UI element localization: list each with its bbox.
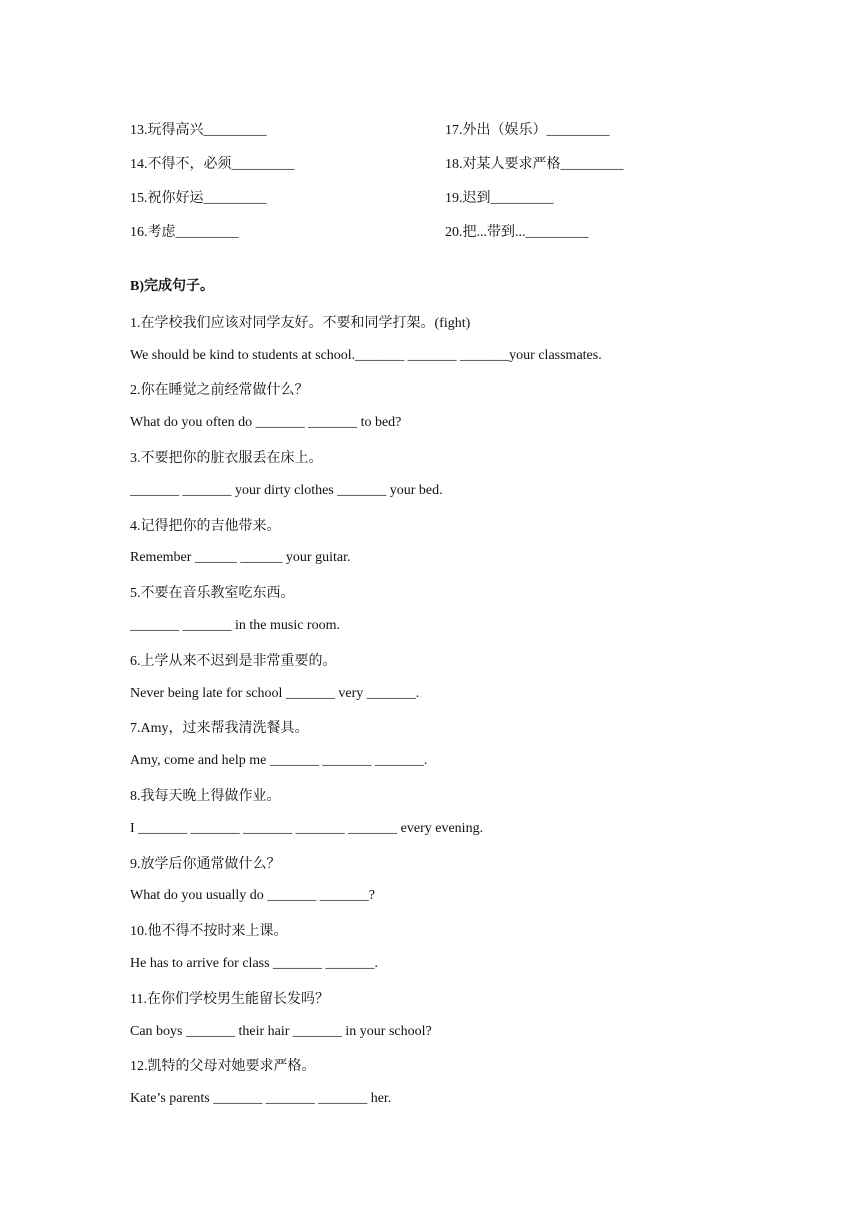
question-english-blank: Amy, come and help me _______ _______ _______.	[130, 753, 428, 769]
question-english-blank: He has to arrive for class _______ _______.	[130, 956, 379, 972]
vocab-item-16: 16.考虑_________	[130, 225, 239, 240]
section-b-title: B)完成句子。	[130, 279, 214, 294]
question-chinese: 11.在你们学校男生能留长发吗？	[130, 991, 329, 1007]
vocab-row	[130, 112, 730, 146]
question-chinese: 5.不要在音乐教室吃东西。	[130, 586, 295, 602]
question-chinese: 9.放学后你通常做什么？	[130, 856, 281, 872]
vocab-item-14: 14.不得不，必须_________	[130, 157, 295, 172]
vocab-item-13: 13.玩得高兴_________	[130, 123, 267, 138]
question-chinese: 7.Amy，过来帮我清洗餐具。	[130, 721, 309, 737]
question-chinese: 4.记得把你的吉他带来。	[130, 518, 281, 534]
question-chinese: 12.凯特的父母对她要求严格。	[130, 1059, 316, 1075]
question-english-blank: Kate’s parents _______ _______ _______ her.	[130, 1091, 392, 1107]
vocab-item-18: 18.对某人要求严格_________	[445, 157, 624, 172]
vocab-row	[130, 180, 730, 214]
question-chinese: 10.他不得不按时来上课。	[130, 924, 288, 940]
question-english-blank: We should be kind to students at school._______ _______ _______your classmates.	[130, 347, 602, 363]
question-chinese: 6.上学从来不迟到是非常重要的。	[130, 653, 337, 669]
vocab-list	[130, 112, 730, 248]
question-english-blank: I _______ _______ _______ _______ _______ every evening.	[130, 820, 484, 836]
vocab-item-19: 19.迟到_________	[445, 191, 554, 206]
vocab-item-20: 20.把...带到..._________	[445, 225, 589, 240]
vocab-item-17: 17.外出（娱乐）_________	[445, 123, 610, 138]
question-chinese: 1.在学校我们应该对同学友好。不要和同学打架。(fight)	[130, 315, 471, 331]
question-chinese: 3.不要把你的脏衣服丢在床上。	[130, 451, 323, 467]
question-english-blank: What do you usually do _______ _______?	[130, 888, 375, 904]
question-english-blank: _______ _______ your dirty clothes _______ your bed.	[130, 482, 443, 498]
question-english-blank: _______ _______ in the music room.	[130, 618, 340, 634]
question-english-blank: Never being late for school _______ very _______.	[130, 685, 420, 701]
question-chinese: 2.你在睡觉之前经常做什么？	[130, 383, 309, 399]
question-chinese: 8.我每天晚上得做作业。	[130, 789, 281, 805]
question-english-blank: What do you often do _______ _______ to bed?	[130, 415, 402, 431]
vocab-item-15: 15.祝你好运_________	[130, 191, 267, 206]
question-english-blank: Can boys _______ their hair _______ in your school?	[130, 1023, 432, 1039]
question-english-blank: Remember ______ ______ your guitar.	[130, 550, 351, 566]
sentence-completion-list	[130, 305, 830, 1116]
vocab-row	[130, 214, 730, 248]
vocab-row	[130, 146, 730, 180]
